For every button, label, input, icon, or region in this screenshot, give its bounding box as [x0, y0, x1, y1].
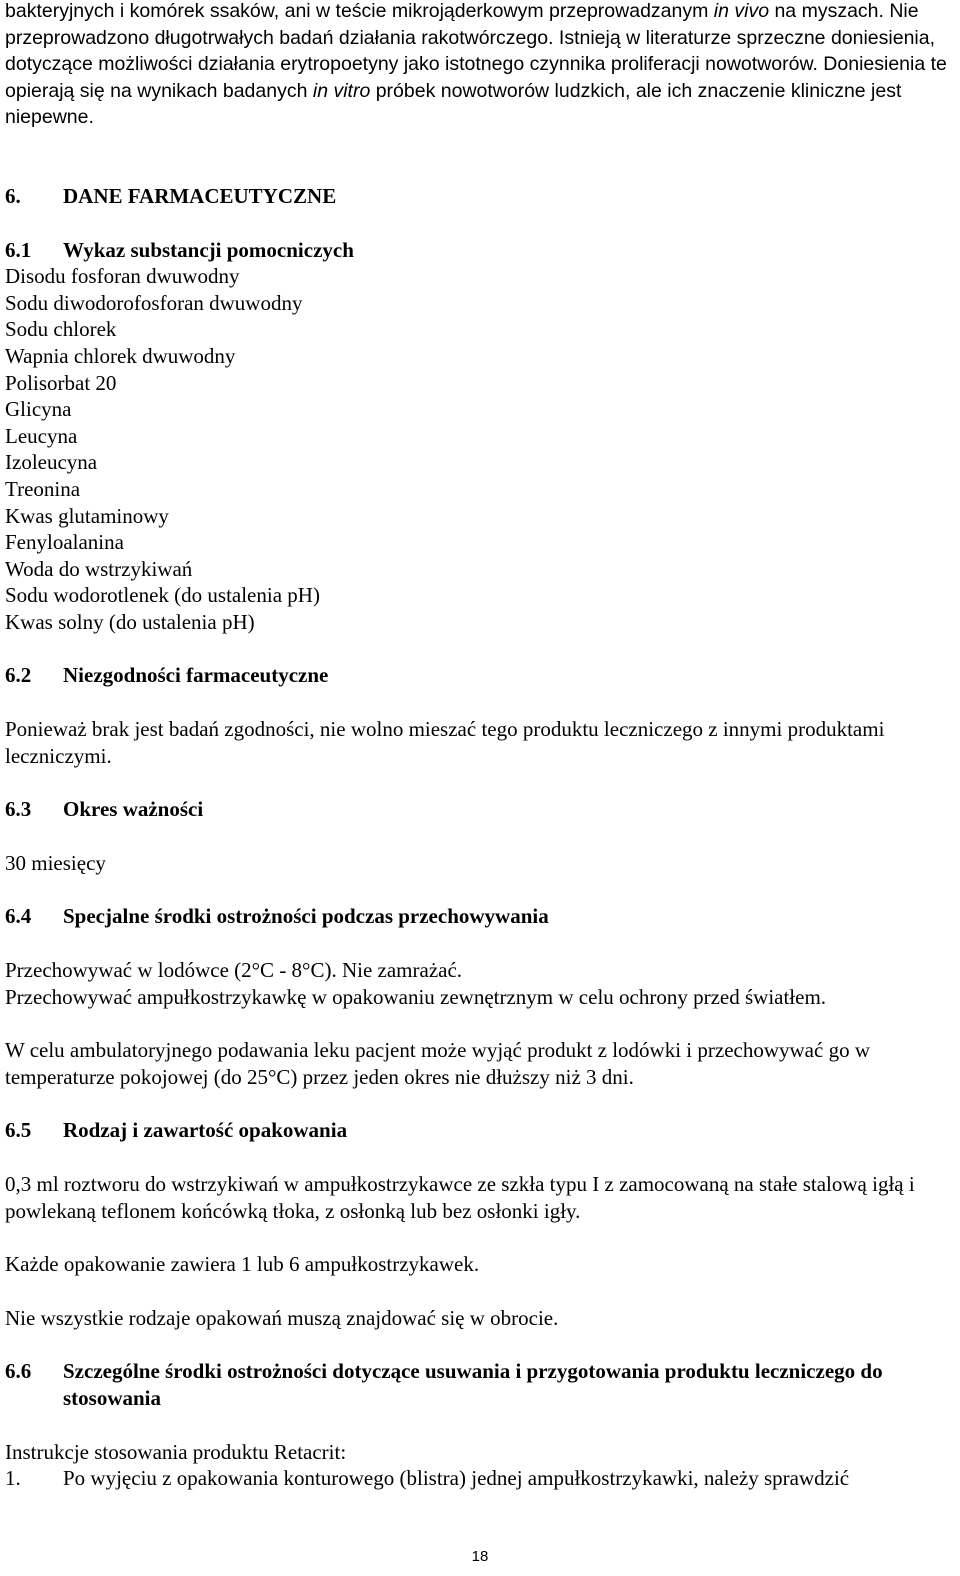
page-number: 18 [471, 1548, 489, 1565]
section-6-3-text: 30 miesięcy [5, 850, 106, 875]
section-6-5-title: Rodzaj i zawartość opakowania [63, 1118, 348, 1143]
section-6-heading [5, 183, 957, 210]
list-item: Leucyna [5, 423, 78, 448]
intro-text-2: na myszach. Nie przeprowadzono długotrwałych badań działania rakotwórczego. Istnieją w literaturze sprzeczne doniesienia, dotyczące możliwości działania erytropoetyny jako istotnego czynnika proliferacji nowotworów. Doniesienia te opierają się na wynikach badanych [5, 0, 947, 102]
excipients-list [5, 263, 957, 635]
list-item: Izoleucyna [5, 450, 98, 475]
section-6-1-heading [5, 237, 957, 264]
list-item: Kwas solny (do ustalenia pH) [5, 609, 255, 634]
instructions-list [5, 1465, 957, 1492]
instructions-intro: Instrukcje stosowania produktu Retacrit: [5, 1439, 347, 1464]
section-6-3-heading [5, 796, 957, 823]
section-6-6-title: Szczególne środki ostrożności dotyczące usuwania i przygotowania produktu leczniczego do stosowania [63, 1359, 883, 1410]
step-number: 1. [5, 1466, 21, 1491]
section-6-6-heading [5, 1358, 957, 1411]
intro-paragraph [5, 0, 957, 131]
document-page [5, 0, 957, 1492]
list-item: Treonina [5, 476, 81, 501]
list-item: Polisorbat 20 [5, 370, 117, 395]
section-6-4-number: 6.4 [5, 904, 32, 929]
list-item: Sodu chlorek [5, 317, 117, 342]
intro-italic-in-vivo: in vivo [713, 0, 770, 22]
section-6-5-heading [5, 1117, 957, 1144]
section-6-1-number: 6.1 [5, 237, 32, 262]
section-6-2-number: 6.2 [5, 663, 32, 688]
section-6-6-number: 6.6 [5, 1359, 32, 1384]
section-6-2-heading [5, 662, 957, 689]
section-6-3-number: 6.3 [5, 797, 32, 822]
list-item: Fenyloalanina [5, 530, 124, 555]
list-item: Kwas glutaminowy [5, 503, 169, 528]
storage-line-1: Przechowywać w lodówce (2°C - 8°C). Nie zamrażać. [5, 958, 463, 983]
intro-italic-in-vitro: in vitro [312, 79, 371, 102]
list-item: Wapnia chlorek dwuwodny [5, 343, 236, 368]
section-6-5-number: 6.5 [5, 1118, 32, 1143]
list-item: Sodu wodorotlenek (do ustalenia pH) [5, 583, 320, 608]
list-item: Glicyna [5, 397, 72, 422]
section-6-title: DANE FARMACEUTYCZNE [63, 183, 337, 208]
storage-line-2: Przechowywać ampułkostrzykawkę w opakowaniu zewnętrznym w celu ochrony przed światłem. [5, 984, 827, 1009]
section-6-4-heading [5, 903, 957, 930]
package-description: 0,3 ml roztworu do wstrzykiwań w ampułkostrzykawce ze szkła typu I z zamocowaną na stałe stalową igłą i powlekaną teflonem końcówką tłoka, z osłonką lub bez osłonki igły. [5, 1172, 915, 1223]
intro-text-3: próbek nowotworów ludzkich, ale ich znaczenie kliniczne jest niepewne. [5, 79, 902, 129]
package-availability: Nie wszystkie rodzaje opakowań muszą znajdować się w obrocie. [5, 1305, 559, 1330]
section-6-number: 6. [5, 183, 21, 208]
list-item: Sodu diwodorofosforan dwuwodny [5, 290, 303, 315]
intro-text-1: bakteryjnych i komórek ssaków, ani w teście mikrojąderkowym przeprowadzanym [5, 0, 714, 22]
package-contents: Każde opakowanie zawiera 1 lub 6 ampułkostrzykawek. [5, 1252, 480, 1277]
step-text: Po wyjęciu z opakowania konturowego (blistra) jednej ampułkostrzykawki, należy sprawdzić [63, 1466, 850, 1491]
list-item: Disodu fosforan dwuwodny [5, 264, 240, 289]
section-6-2-title: Niezgodności farmaceutyczne [63, 663, 329, 688]
section-6-4-title: Specjalne środki ostrożności podczas przechowywania [63, 904, 549, 929]
list-item: Woda do wstrzykiwań [5, 556, 193, 581]
storage-ambulatory-text: W celu ambulatoryjnego podawania leku pacjent może wyjąć produkt z lodówki i przechowywać go w temperaturze pokojowej (do 25°C) przez jeden okres nie dłuższy niż 3 dni. [5, 1038, 870, 1089]
section-6-3-title: Okres ważności [63, 797, 204, 822]
section-6-1-title: Wykaz substancji pomocniczych [63, 237, 354, 262]
section-6-2-text: Ponieważ brak jest badań zgodności, nie wolno mieszać tego produktu leczniczego z innymi produktami leczniczymi. [5, 717, 885, 768]
list-item [5, 1465, 957, 1492]
